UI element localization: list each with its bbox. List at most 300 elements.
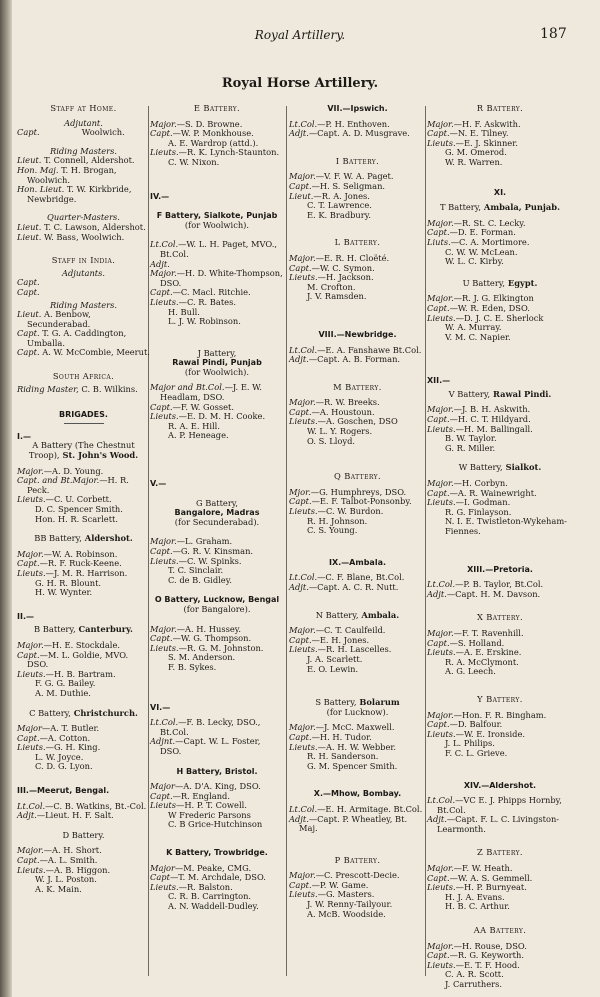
rank: Lieuts. — [150, 147, 179, 158]
rank: Major. — [17, 548, 44, 559]
battery-heading — [17, 441, 150, 460]
name: —VC E. J. Phipps Hornby, Bt.Col. — [437, 795, 562, 815]
rank: Lieuts. — [150, 296, 179, 307]
rank: Major. — [427, 627, 454, 638]
name-line: J. Carruthers. — [445, 979, 502, 989]
battery-station: Bolarum — [356, 697, 400, 708]
name: —N. E. Tilney. — [449, 128, 509, 139]
name-line: C. T. Lawrence. — [307, 200, 372, 211]
name: T. H. Brogan, Woolwich. — [27, 164, 117, 185]
battery-heading: Q Battery. — [334, 471, 381, 482]
name-line: J. V. Ramsden. — [307, 291, 367, 302]
rank: Lieut. — [17, 309, 42, 320]
rank: Capt. — [17, 127, 40, 138]
battery-heading: I Battery. — [335, 155, 380, 166]
entry — [150, 737, 284, 756]
brigade-heading: VII.—Ipswich. — [327, 104, 388, 113]
name: —H. Rouse, DSO. — [453, 940, 527, 951]
name: —J. B. H. Askwith. — [453, 404, 531, 415]
page-title: Royal Horse Artillery. — [221, 76, 379, 91]
rank: Lieuts. — [427, 959, 456, 970]
name-line: C. W. Nixon. — [168, 156, 220, 167]
name: —C. T. Caulfeild. — [315, 625, 386, 636]
name: —Lieut. H. F. Salt. — [36, 810, 114, 821]
name-line: B. W. Taylor. — [445, 433, 497, 444]
name: —G. Humphreys, DSO. — [310, 486, 407, 497]
name: —G. R. V. Kinsman. — [172, 546, 254, 556]
rank: Lieuts. — [289, 272, 318, 283]
section-heading: Staff in India. — [51, 255, 116, 266]
battery-heading: P Battery. — [334, 854, 381, 865]
name-line: S. M. Anderson. — [168, 652, 236, 663]
name: —Capt. W. L. Foster, DSO. — [160, 736, 261, 756]
column-1 — [17, 104, 150, 894]
name: —L. Graham. — [176, 536, 233, 547]
battery-subtitle: (for Bangalore). — [183, 603, 251, 614]
battery-heading: Z Battery. — [477, 847, 523, 858]
brigade-heading: V.— — [150, 479, 167, 489]
entry-list — [150, 782, 284, 811]
name: —E. R. H. Cloëté. — [315, 252, 390, 263]
name-line: L. J. W. Robinson. — [168, 316, 241, 327]
rank: Major. — [289, 722, 316, 733]
name: —G. H. King. — [45, 742, 101, 753]
rank: Major — [150, 781, 175, 792]
name: —S. Holland. — [449, 637, 505, 648]
name: —C. W. Spinks. — [178, 555, 242, 566]
name: —J. McC. Maxwell. — [315, 722, 395, 733]
name: T. C. Lawson, Aldershot. — [41, 221, 146, 232]
name-list — [150, 422, 284, 441]
name-list — [17, 579, 150, 598]
rank: Lt.Col. — [289, 572, 318, 583]
name: —A. B. Higgon. — [45, 864, 111, 875]
rank: Lieuts. — [289, 889, 318, 900]
name: —C. B. Watkins, Bt.-Col. — [45, 800, 147, 811]
rank: Lieut. — [17, 221, 42, 232]
name: —R. St. C. Lecky. — [453, 217, 526, 228]
battery-heading: H Battery, Bristol. — [176, 766, 258, 776]
name-line: J. L. Philips. — [445, 738, 495, 749]
name-line: C. de B. Gidley. — [168, 574, 232, 585]
rank: Capt. — [289, 634, 312, 645]
name: —H. R. Peck. — [27, 475, 129, 495]
rank: Lieuts. — [427, 497, 456, 508]
rank: Lt.Col. — [17, 800, 46, 811]
rank: Major. — [289, 252, 316, 263]
name: —M. L. Goldie, MVO. DSO. — [27, 649, 129, 670]
name: —C. F. Blane, Bt.Col. — [317, 572, 405, 583]
name: —Capt. P. Wheatley, Bt. Maj. — [299, 813, 408, 834]
rank: Lieut. — [17, 155, 42, 166]
name: —W. C. Symon. — [311, 262, 375, 273]
rank: Adjt. — [427, 814, 447, 825]
name-line: E. K. Bradbury. — [307, 209, 371, 220]
rank: Hon. Maj. — [17, 164, 59, 175]
rank: Lt.Col. — [289, 803, 318, 814]
name-line: R. H. Sanderson. — [307, 751, 379, 762]
name: —R. England. — [172, 790, 231, 801]
rank: Capt. — [427, 414, 450, 425]
name-line: W. R. Warren. — [445, 156, 503, 167]
rank: Adjt. — [289, 354, 309, 365]
name: —C. A. Mortimore. — [450, 236, 530, 247]
name-line: W. A. Murray. — [445, 322, 502, 333]
name-list — [289, 283, 426, 302]
rank: Capt. — [289, 496, 312, 507]
rank: Major. — [150, 623, 177, 634]
name: —G. Masters. — [317, 889, 375, 900]
name: —H. E. Stockdale. — [43, 639, 120, 650]
entry-list — [427, 796, 573, 834]
name-line: C. R. B. Carrington. — [168, 891, 252, 902]
battery-station: Ambala, Punjab. — [481, 202, 560, 213]
rank: Major. — [150, 536, 177, 547]
battery-heading: M Battery. — [333, 381, 382, 392]
rank: Adjt. — [289, 813, 309, 824]
name-line: A. N. Waddell-Dudley. — [168, 901, 259, 912]
name: —W. R. Eden, DSO. — [449, 302, 530, 313]
battery-name: C Battery, — [29, 707, 71, 718]
name-line: A. E. Wardrop (attd.). — [168, 137, 259, 148]
rank: Lt.Col. — [427, 795, 456, 806]
name: —Hon. F. R. Bingham. — [453, 709, 547, 720]
column-divider — [286, 106, 287, 976]
name: —A. H. W. Webber. — [317, 741, 397, 752]
name-line: H. Bull. — [168, 306, 200, 317]
name-list — [289, 655, 426, 674]
name-line: C. S. Young. — [307, 525, 358, 536]
column-4 — [427, 104, 573, 990]
name: —A. H. Hussey. — [176, 623, 242, 634]
battery-heading — [427, 203, 573, 213]
rank: Capt. — [17, 558, 40, 569]
rank: Lieuts. — [289, 416, 318, 427]
entry-list — [150, 718, 284, 756]
rank: Major. — [427, 293, 454, 304]
name: —R. F. Ruck-Keene. — [39, 558, 122, 569]
name-line: M. Crofton. — [307, 281, 356, 292]
battery-name: W Battery, — [458, 462, 503, 473]
rank: Lieut. — [17, 231, 42, 242]
name: W. Bass, Woolwich. — [41, 231, 125, 242]
battery-station: St. John's Wood. — [59, 450, 139, 461]
entry — [17, 310, 150, 329]
name: —M. Peake, CMG. — [174, 862, 252, 873]
entry-list — [289, 723, 426, 752]
rank: Capt. — [17, 732, 40, 743]
rank: Capt. — [150, 287, 173, 298]
name: T. G. A. Caddington, Umballa. — [27, 328, 127, 348]
entry-list — [427, 864, 573, 893]
rank: Capt — [150, 872, 170, 883]
name: —C. Macl. Ritchie. — [172, 287, 251, 298]
rank: Major. — [427, 709, 454, 720]
name: —Capt. H. M. Davson. — [446, 588, 541, 599]
rank: Capt. — [427, 487, 450, 498]
battery-heading — [17, 625, 150, 635]
brigade-heading: XI. — [493, 187, 507, 197]
name-line: G. M. Spencer Smith. — [307, 760, 398, 771]
rank: Lieuts. — [427, 728, 456, 739]
battery-name: B Battery, — [34, 624, 76, 635]
rank: Major. — [17, 845, 44, 856]
name: —S. D. Browne. — [176, 118, 243, 129]
name: —H. P. T. Cowell. — [176, 800, 247, 811]
entry-list — [289, 172, 426, 201]
battery-heading: E Battery. — [193, 103, 241, 113]
name: —H. H. Tudor. — [311, 731, 372, 742]
battery-station: Rawal Pindi, Punjab — [172, 358, 262, 368]
entry-list — [17, 467, 150, 505]
entry-list — [427, 294, 573, 323]
rank: Major. — [150, 118, 177, 129]
entry-list — [17, 724, 150, 753]
rank: Capt. — [427, 872, 450, 883]
name-list — [289, 427, 426, 446]
name-list — [289, 517, 426, 536]
battery-heading — [17, 709, 150, 719]
name-list — [150, 811, 284, 830]
rank: Lt.Col. — [289, 118, 318, 129]
name-list — [427, 434, 573, 453]
rank: Major. — [427, 940, 454, 951]
battery-heading: R Battery. — [476, 103, 524, 113]
name: —W. E. Ironside. — [455, 728, 525, 739]
entry-list — [289, 254, 426, 283]
name-line: C. A. R. Scott. — [445, 969, 504, 980]
entry-list — [289, 871, 426, 900]
brigade-heading: II.— — [17, 611, 34, 621]
subheading: Riding Masters. — [50, 145, 117, 156]
name-line: W. J. L. Poston. — [35, 874, 97, 885]
rank: Lieuts. — [427, 882, 456, 893]
battery-name: V Battery, — [448, 388, 491, 399]
name: T. W. Kirkbride, Newbridge. — [27, 184, 132, 204]
name-line: O. S. Lloyd. — [307, 435, 356, 446]
rank: Major. — [427, 404, 454, 415]
name: —C. Prescott-Decie. — [315, 870, 400, 881]
entry-list — [17, 278, 150, 297]
name-list — [289, 900, 426, 919]
name: Woolwich. — [39, 127, 125, 138]
name-list — [427, 148, 573, 167]
battery-heading: X Battery. — [476, 612, 524, 623]
brigade-heading: III.—Meerut, Bengal. — [17, 786, 110, 796]
name: —W. P. Monkhouse. — [172, 128, 254, 139]
column-3 — [289, 104, 426, 919]
subheading: Adjutants. — [61, 267, 106, 278]
battery-heading: O Battery, Lucknow, Bengal — [154, 595, 280, 605]
name-line: R. A. E. Hill. — [168, 420, 220, 431]
name-line: C. W. W. McLean. — [445, 246, 518, 257]
rank: Major. — [427, 863, 454, 874]
rank: Major. — [427, 217, 454, 228]
name: —W. A. Robinson. — [43, 548, 118, 559]
name: —C. W. Burdon. — [317, 506, 384, 517]
name: —R. G. M. Johnston. — [178, 642, 264, 653]
name: —E. H. Armitage. Bt.Col. — [317, 803, 423, 814]
rank: Capt. — [289, 406, 312, 417]
name-list — [17, 753, 150, 772]
brigade-heading: XIII.—Pretoria. — [467, 564, 533, 574]
name-line: W. L. C. Kirby. — [445, 256, 504, 267]
battery-heading — [427, 463, 573, 473]
brigade-heading: X.—Mhow, Bombay. — [313, 789, 402, 799]
entry-list — [289, 626, 426, 655]
name: C. B. Wilkins. — [78, 383, 138, 394]
name-list — [427, 739, 573, 758]
name: —F. W. Heath. — [453, 863, 513, 874]
rank: Capt. — [17, 649, 40, 660]
name: —F. T. Ravenhill. — [453, 627, 524, 638]
name-line: J. A. Scarlett. — [307, 653, 363, 664]
name-list — [427, 970, 573, 989]
name: —P. W. Game. — [311, 879, 369, 890]
rank: Lieuts. — [289, 741, 318, 752]
entry-list — [150, 625, 284, 654]
name-line: W Frederic Parsons — [168, 809, 251, 820]
entry-list — [17, 156, 150, 204]
rank: Capt. — [427, 227, 450, 238]
entry-list — [17, 223, 150, 242]
rank: Lieuts. — [427, 647, 456, 658]
rank: Lieuts. — [150, 411, 179, 422]
name: —Capt. A. B. Forman. — [308, 354, 401, 365]
rank: Lieuts. — [427, 137, 456, 148]
rank: Capt. — [150, 633, 173, 644]
name-list — [427, 323, 573, 342]
brigade-heading: I.— — [17, 431, 32, 441]
name: —I. Godman. — [455, 497, 511, 508]
rank: Lt.Col. — [150, 717, 179, 728]
rank: Liuts. — [427, 236, 451, 247]
entry-list — [289, 120, 426, 139]
rank: Lieuts. — [17, 742, 46, 753]
name: —P. H. Enthoven. — [317, 118, 390, 129]
section-heading: Staff at Home. — [50, 103, 117, 113]
name-list — [150, 566, 284, 585]
rank: Lieuts. — [150, 555, 179, 566]
name-line: R. G. Finlayson. — [445, 506, 512, 517]
name: —H. M. Ballingall. — [455, 423, 533, 434]
rank: Major. — [289, 870, 316, 881]
entry-list — [427, 942, 573, 971]
battery-heading: L Battery. — [334, 237, 381, 248]
name: —D. J. C. E. Sherlock — [455, 312, 544, 323]
rank: Lieuts. — [150, 881, 179, 892]
name-line: A. M. Duthie. — [35, 687, 91, 698]
entry — [17, 651, 150, 670]
rank: Lieuts. — [17, 567, 46, 578]
battery-name: N Battery, — [315, 609, 359, 620]
name: —V. F. W. A. Paget. — [315, 171, 394, 182]
entry-list — [17, 128, 150, 138]
name: A. W. McCombie, Meerut. — [39, 347, 150, 358]
battery-station: Sialkot. — [502, 462, 542, 473]
brigade-heading: IV.— — [150, 191, 170, 201]
entry — [17, 288, 150, 298]
rank: Capt. — [427, 950, 450, 961]
rank: Lieuts. — [427, 312, 456, 323]
battery-station: Aldershot. — [81, 533, 133, 544]
name: —A. Cotton. — [39, 732, 91, 743]
entry — [427, 590, 573, 600]
name-list — [150, 308, 284, 327]
battery-name: BB Battery, — [34, 533, 82, 544]
name: —A. D. Young. — [43, 465, 104, 476]
rank: Capt. — [17, 277, 40, 288]
entry — [289, 815, 426, 834]
rank: Major. — [427, 478, 454, 489]
battery-heading — [289, 611, 426, 621]
entry-list — [17, 802, 150, 821]
rank: Major. — [17, 639, 44, 650]
battery-station: Canterbury. — [75, 624, 133, 635]
name: —Capt. A. D. Musgrave. — [308, 128, 410, 139]
battery-heading: AA Battery. — [473, 925, 527, 936]
name: —H. Jackson. — [317, 272, 374, 283]
name: —H. D. White-Thompson, DSO. — [160, 268, 283, 288]
name-list — [17, 875, 150, 894]
entry — [17, 811, 150, 821]
name-line: T. C. Sinclair. — [168, 565, 224, 576]
name: —A. L. Smith. — [39, 855, 98, 866]
rank: Capt. — [17, 855, 40, 866]
entry-list — [17, 846, 150, 875]
name: T. Connell, Aldershot. — [41, 155, 135, 166]
name-line: H. W. Wynter. — [35, 587, 93, 598]
name: —A. E. Erskine. — [455, 647, 522, 658]
name: —R. J. G. Elkington — [453, 293, 534, 304]
rank: Capt. — [17, 328, 40, 339]
rank: Major — [17, 723, 42, 734]
name-list — [17, 505, 150, 524]
rank: Lt.Col. — [427, 579, 456, 590]
entry — [150, 383, 284, 402]
name: —H. S. Seligman. — [311, 180, 386, 191]
rank: Major. — [427, 118, 454, 129]
rank: Capt. — [427, 637, 450, 648]
name: —W. L. H. Paget, MVO., Bt.Col. — [160, 239, 277, 259]
entry-list — [17, 641, 150, 679]
entry — [17, 385, 150, 395]
name: —R. A. Jones. — [313, 190, 370, 201]
name: —Capt. A. C. R. Nutt. — [308, 582, 399, 592]
entry — [17, 166, 150, 185]
entry-list — [427, 711, 573, 740]
name: —H. F. Askwith. — [453, 118, 521, 129]
name: —A. T. Butler. — [41, 723, 100, 734]
rank: Adjt. — [289, 128, 309, 139]
running-header: Royal Artillery. — [254, 28, 346, 42]
battery-heading: J Battery, — [197, 347, 237, 358]
battery-heading: D Battery. — [62, 829, 105, 840]
name: —A. D'A. King, DSO. — [174, 781, 261, 792]
entry-list — [289, 398, 426, 427]
brigade-heading: VIII.—Newbridge. — [318, 329, 397, 339]
brigade-heading: XII.— — [427, 376, 451, 386]
name: —E. F. Talbot-Ponsonby. — [311, 496, 412, 507]
name: —C. R. Bates. — [178, 296, 236, 307]
name: —J. M. R. Harrison. — [45, 567, 128, 578]
name-line: G. M. Omerod. — [445, 147, 507, 158]
rank: Lieuts. — [427, 423, 456, 434]
entry-list — [150, 240, 284, 307]
entry — [427, 815, 573, 834]
subheading: Adjutant. — [64, 117, 103, 128]
entry — [17, 329, 150, 348]
